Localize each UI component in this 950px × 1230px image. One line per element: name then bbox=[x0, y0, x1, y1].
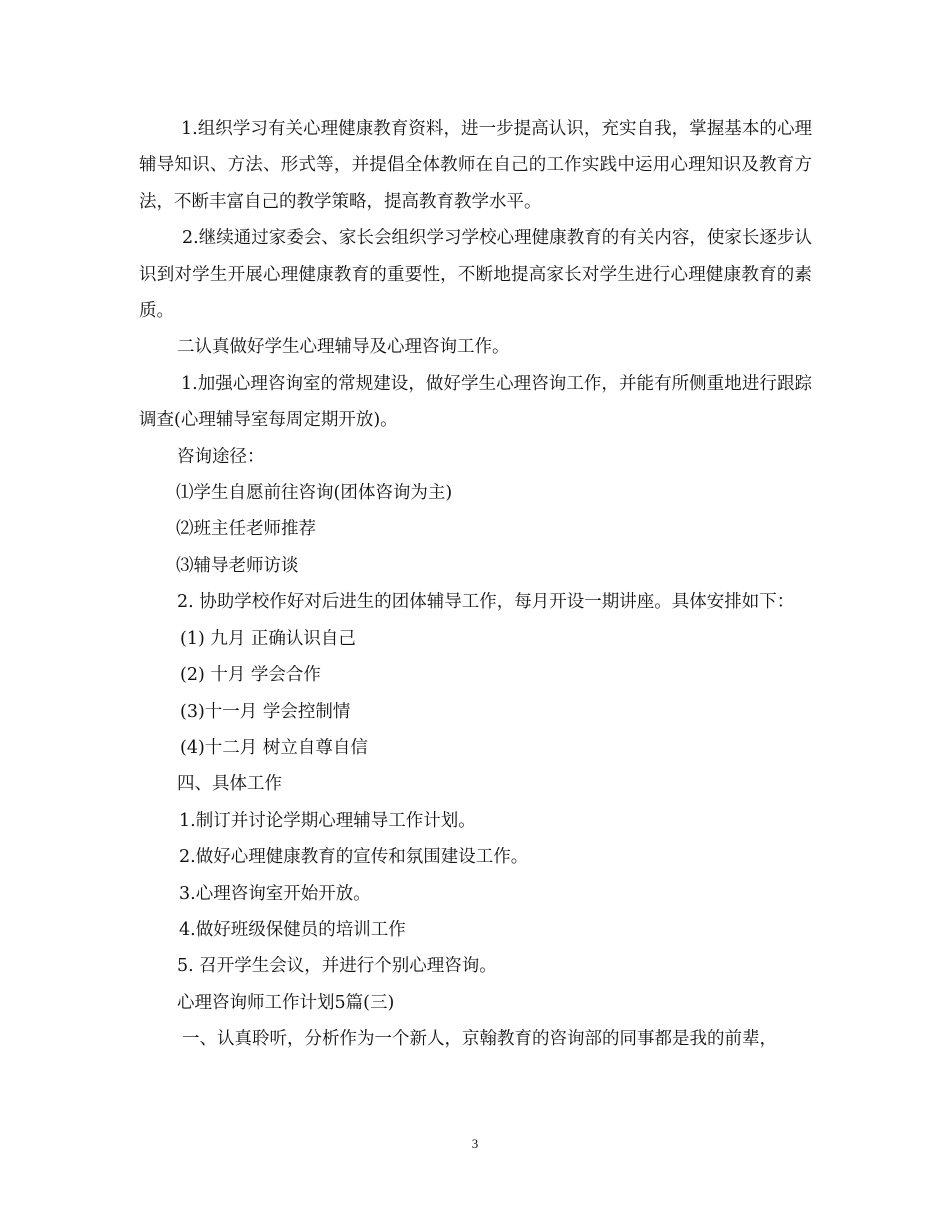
work-item-1: 1.制订并讨论学期心理辅导工作计划。 bbox=[179, 810, 476, 831]
list-item-channel-1: ⑴学生自愿前往咨询(团体咨询为主) bbox=[176, 483, 453, 504]
work-item-3: 3.心理咨询室开始开放。 bbox=[179, 883, 371, 904]
work-item-2: 2.做好心理健康教育的宣传和氛围建设工作。 bbox=[179, 847, 529, 868]
schedule-item-october: (2) 十月 学会合作 bbox=[180, 665, 321, 686]
paragraph-counseling-room: 1.加强心理咨询室的常规建设，做好学生心理咨询工作，并能有所侧重地进行跟踪调查(心理辅导室每周定期开放)。 bbox=[139, 373, 812, 431]
section-title-plan-three: 心理咨询师工作计划5篇(三) bbox=[177, 992, 395, 1013]
paragraph-parent-committee: 2.继续通过家委会、家长会组织学习学校心理健康教育的有关内容，使家长逐步认识到对学生开展心理健康教育的重要性，不断地提高家长对学生进行心理健康教育的素质。 bbox=[139, 228, 812, 322]
page-number: 3 bbox=[471, 1136, 479, 1151]
section-heading-counseling: 二认真做好学生心理辅导及心理咨询工作。 bbox=[177, 337, 510, 358]
work-item-5: 5. 召开学生会议，并进行个别心理咨询。 bbox=[177, 956, 497, 977]
list-item-channel-3: ⑶辅导老师访谈 bbox=[176, 555, 299, 576]
label-counseling-channels: 咨询途径： bbox=[177, 446, 265, 467]
paragraph-group-counseling: 2. 协助学校作好对后进生的团体辅导工作，每月开设一期讲座。具体安排如下： bbox=[177, 592, 795, 613]
section-heading-specific-work: 四、具体工作 bbox=[177, 774, 282, 795]
list-item-channel-2: ⑵班主任老师推荐 bbox=[176, 519, 316, 540]
work-item-4: 4.做好班级保健员的培训工作 bbox=[179, 919, 406, 940]
schedule-item-november: (3)十一月 学会控制情 bbox=[180, 701, 351, 722]
document-body bbox=[139, 111, 812, 1058]
schedule-item-september: (1) 九月 正确认识自己 bbox=[180, 628, 356, 649]
paragraph-listen-analyze: 一、认真聆听，分析作为一个新人，京翰教育的咨询部的同事都是我的前辈， bbox=[182, 1029, 777, 1050]
schedule-item-december: (4)十二月 树立自尊自信 bbox=[180, 737, 368, 758]
paragraph-study-materials: 1.组织学习有关心理健康教育资料，进一步提高认识，充实自我，掌握基本的心理辅导知识、方法、形式等，并提倡全体教师在自己的工作实践中运用心理知识及教育方法，不断丰富自己的教学策略，提高教育教学水平。 bbox=[139, 119, 812, 212]
